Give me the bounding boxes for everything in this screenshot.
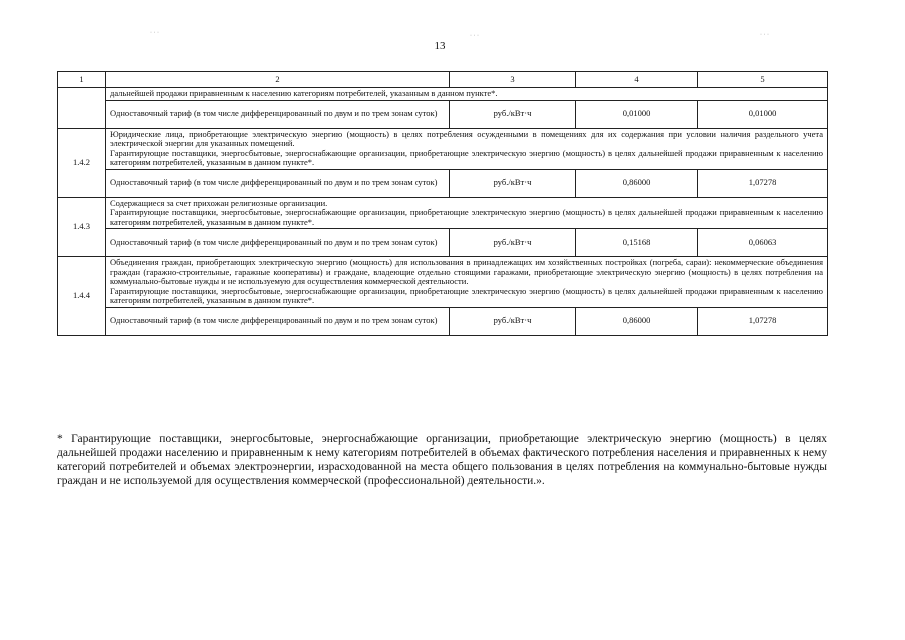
column-header: 4 [576, 72, 698, 88]
table-row [58, 257, 828, 308]
description-cell [106, 257, 828, 308]
description-paragraph: Гарантирующие поставщики, энергосбытовые, энергоснабжающие организации, приобретающие электрическую энергию (мощность) в целях дальнейшей продажи приравненным к населению категориям потребителей, указанным в данном пункте*. [110, 285, 823, 305]
row-number-cell [58, 88, 106, 129]
description-cell: дальнейшей продажи приравненным к населению категориям потребителей, указанным в данном пункте*. [106, 88, 828, 101]
description-paragraph: Гарантирующие поставщики, энергосбытовые, энергоснабжающие организации, приобретающие электрическую энергию (мощность) в целях дальнейшей продажи приравненным к населению категориям потребителей, указанным в данном пункте*. [110, 207, 823, 227]
table-row [58, 100, 828, 128]
unit-cell: руб./кВт·ч [450, 229, 576, 257]
table-row [58, 128, 828, 169]
description-cell [106, 128, 828, 169]
description-paragraph: Гарантирующие поставщики, энергосбытовые, энергоснабжающие организации, приобретающие электрическую энергию (мощность) в целях дальнейшей продажи приравненным к населению категориям потребителей, указанным в данном пункте*. [110, 147, 823, 167]
scan-speck: · · · [760, 32, 769, 38]
description-paragraph: Содержащиеся за счет прихожан религиозные организации. [110, 197, 328, 208]
value-cell: 0,06063 [698, 229, 828, 257]
tariff-name-cell: Одноставочный тариф (в том числе дифференцированный по двум и по трем зонам суток) [106, 169, 450, 197]
description-cell [106, 197, 828, 229]
scan-speck: · · · [470, 33, 479, 39]
unit-cell: руб./кВт·ч [450, 169, 576, 197]
column-header: 5 [698, 72, 828, 88]
footnote: * Гарантирующие поставщики, энергосбытовые, энергоснабжающие организации, приобретающие электрическую энергию (мощность) в целях дальнейшей продажи населению и приравненным к нему категориям потребителей в объемах фактического потребления населения и приравненных к нему категорий потребителей и объемах электроэнергии, израсходованной на места общего пользования в целях потребления на коммунально-бытовые нужды граждан и не используемой для осуществления коммерческой (профессиональной) деятельности.». [57, 433, 827, 487]
table-header-row [58, 72, 828, 88]
value-cell: 0,01000 [698, 100, 828, 128]
row-number-cell: 1.4.4 [58, 257, 106, 336]
value-cell: 0,86000 [576, 169, 698, 197]
row-number-cell: 1.4.3 [58, 197, 106, 257]
row-number-cell: 1.4.2 [58, 128, 106, 197]
unit-cell: руб./кВт·ч [450, 100, 576, 128]
tariff-name-cell: Одноставочный тариф (в том числе дифференцированный по двум и по трем зонам суток) [106, 307, 450, 335]
table-row [58, 197, 828, 229]
column-header: 1 [58, 72, 106, 88]
value-cell: 0,15168 [576, 229, 698, 257]
table-row [58, 307, 828, 335]
scan-speck: · · · [150, 30, 159, 36]
unit-cell: руб./кВт·ч [450, 307, 576, 335]
tariff-name-cell: Одноставочный тариф (в том числе дифференцированный по двум и по трем зонам суток) [106, 229, 450, 257]
table-row [58, 169, 828, 197]
table-row [58, 229, 828, 257]
value-cell: 0,86000 [576, 307, 698, 335]
page-number: 13 [434, 40, 446, 52]
tariff-table [57, 71, 828, 336]
value-cell: 1,07278 [698, 169, 828, 197]
description-paragraph: Объединения граждан, приобретающих электрическую энергию (мощность) для использования в принадлежащих им хозяйственных постройках (погреба, сараи): некоммерческие объединения граждан (гаражно-строительные, гаражные кооперативы) и граждане, владеющие отдельно стоящими гаражами, приобретающие электрическую энергию (мощность) в целях потребления на коммунально-бытовые нужды и не используемую для осуществления коммерческой деятельности. [110, 257, 823, 286]
table-row [58, 88, 828, 101]
value-cell: 0,01000 [576, 100, 698, 128]
tariff-name-cell: Одноставочный тариф (в том числе дифференцированный по двум и по трем зонам суток) [106, 100, 450, 128]
value-cell: 1,07278 [698, 307, 828, 335]
column-header: 3 [450, 72, 576, 88]
description-paragraph: Юридические лица, приобретающие электрическую энергию (мощность) в целях потребления осужденными в помещениях для их содержания при условии наличия раздельного учета электрической энергии для указанных помещений. [110, 128, 823, 148]
column-header: 2 [106, 72, 450, 88]
